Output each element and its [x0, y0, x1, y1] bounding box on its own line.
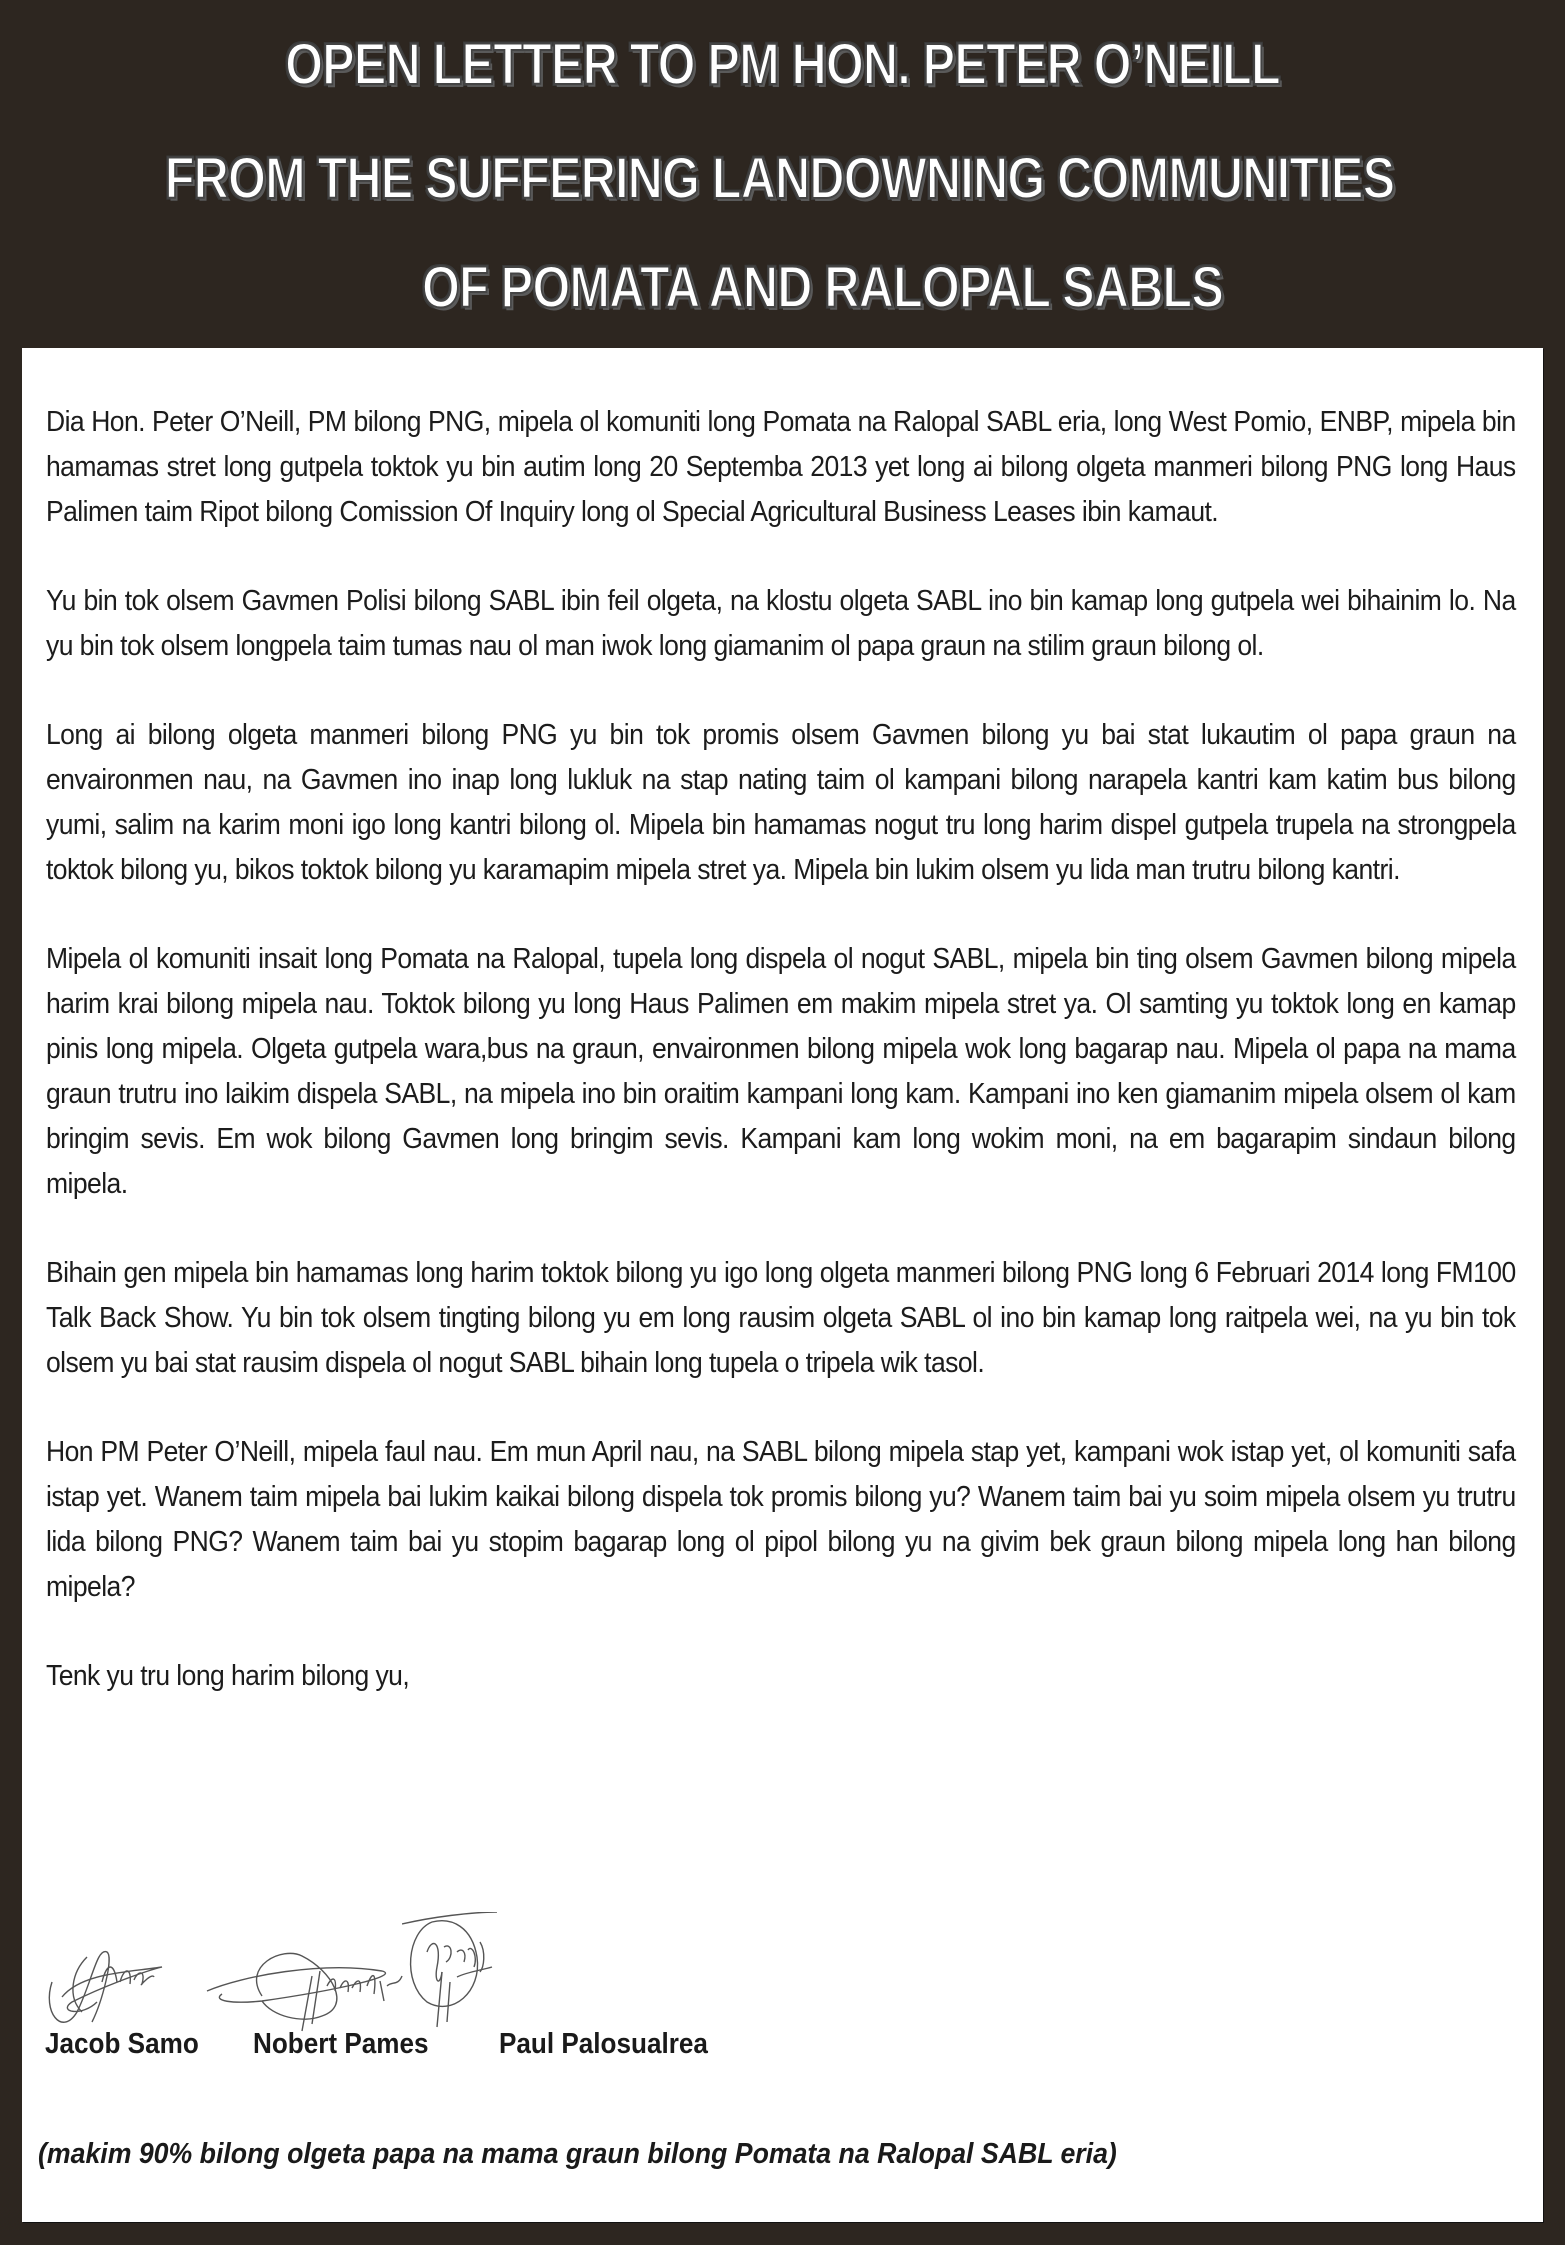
letter-body	[46, 400, 1516, 1699]
paragraph-greeting: Dia Hon. Peter O’Neill, PM bilong PNG, mipela ol komuniti long Pomata na Ralopal SABL eria, long West Pomio, ENBP, mipela bin hamamas stret long gutpela toktok yu bin autim long 20 Septemba 2013 yet long ai bilong olgeta manmeri bilong PNG long Haus Palimen taim Ripot bilong Comission Of Inquiry long ol Special Agricultural Business Leases ibin kamaut.	[46, 406, 1516, 528]
letter-header	[0, 0, 1565, 348]
representation-footnote: (makim 90% bilong olgeta papa na mama graun bilong Pomata na Ralopal SABL eria)	[38, 2138, 1117, 2170]
paragraph-policy-failure: Yu bin tok olsem Gavmen Polisi bilong SABL ibin feil olgeta, na klostu olgeta SABL ino bin kamap long gutpela wei bihainim lo. Na yu bin tok olsem longpela taim tumas nau ol man iwok long giamanim ol papa graun na stilim graun bilong ol.	[46, 585, 1516, 662]
letter-panel	[22, 348, 1543, 2222]
headline-line-1: OPEN LETTER TO PM HON. PETER O’NEILL	[285, 32, 1280, 97]
signatory-name: Paul Palosualrea	[499, 2028, 708, 2060]
signatory-name: Jacob Samo	[45, 2028, 199, 2060]
closing-line: Tenk yu tru long harim bilong yu,	[46, 1660, 410, 1692]
paragraph-promise: Long ai bilong olgeta manmeri bilong PNG yu bin tok promis olsem Gavmen bilong yu bai stat lukautim ol papa graun na envaironmen nau, na Gavmen ino inap long lukluk na stap nating taim ol kampani bilong narapela kantri kam katim bus bilong yumi, salim na karim moni igo long kantri bilong ol. Mipela bin hamamas nogut tru long harim dispel gutpela trupela na strongpela toktok bilong yu, bikos toktok bilong yu karamapim mipela stret ya. Mipela bin lukim olsem yu lida man trutru bilong kantri.	[46, 719, 1516, 886]
signature-paul-palosualrea-icon	[402, 1912, 512, 2032]
signature-jacob-samo-icon	[42, 1942, 192, 2032]
paragraph-talkback-show: Bihain gen mipela bin hamamas long harim toktok bilong yu igo long olgeta manmeri bilong PNG long 6 Februari 2014 long FM100 Talk Back Show. Yu bin tok olsem tingting bilong yu em long rausim olgeta SABL ol ino bin kamap long raitpela wei, na yu bin tok olsem yu bai stat rausim dispela ol nogut SABL bihain long tupela o tripela wik tasol.	[46, 1257, 1516, 1379]
paragraph-communities: Mipela ol komuniti insait long Pomata na Ralopal, tupela long dispela ol nogut SABL, mipela bin ting olsem Gavmen bilong mipela harim krai bilong mipela nau. Toktok bilong yu long Haus Palimen em makim mipela stret ya. Ol samting yu toktok long en kamap pinis long mipela. Olgeta gutpela wara,bus na graun, envaironmen bilong mipela wok long bagarap nau. Mipela ol papa na mama graun trutru ino laikim dispela SABL, na mipela ino bin oraitim kampani long kam. Kampani ino ken giamanim mipela olsem ol kam bringim sevis. Em wok bilong Gavmen long bringim sevis. Kampani kam long wokim moni, na em bagarapim sindaun bilong mipela.	[46, 943, 1516, 1200]
headline-line-2: FROM THE SUFFERING LANDOWNING COMMUNITIES	[164, 146, 1395, 211]
signatory-name: Nobert Pames	[253, 2028, 429, 2060]
paragraph-questions: Hon PM Peter O’Neill, mipela faul nau. Em mun April nau, na SABL bilong mipela stap yet, kampani wok istap yet, ol komuniti safa istap yet. Wanem taim mipela bai lukim kaikai bilong dispela tok promis bilong yu? Wanem taim bai yu soim mipela olsem yu trutru lida bilong PNG? Wanem taim bai yu stopim bagarap long ol pipol bilong yu na givim bek graun bilong mipela long han bilong mipela?	[46, 1436, 1516, 1603]
headline-line-3: OF POMATA AND RALOPAL SABLS	[421, 255, 1224, 320]
signature-block	[22, 1890, 1543, 2060]
